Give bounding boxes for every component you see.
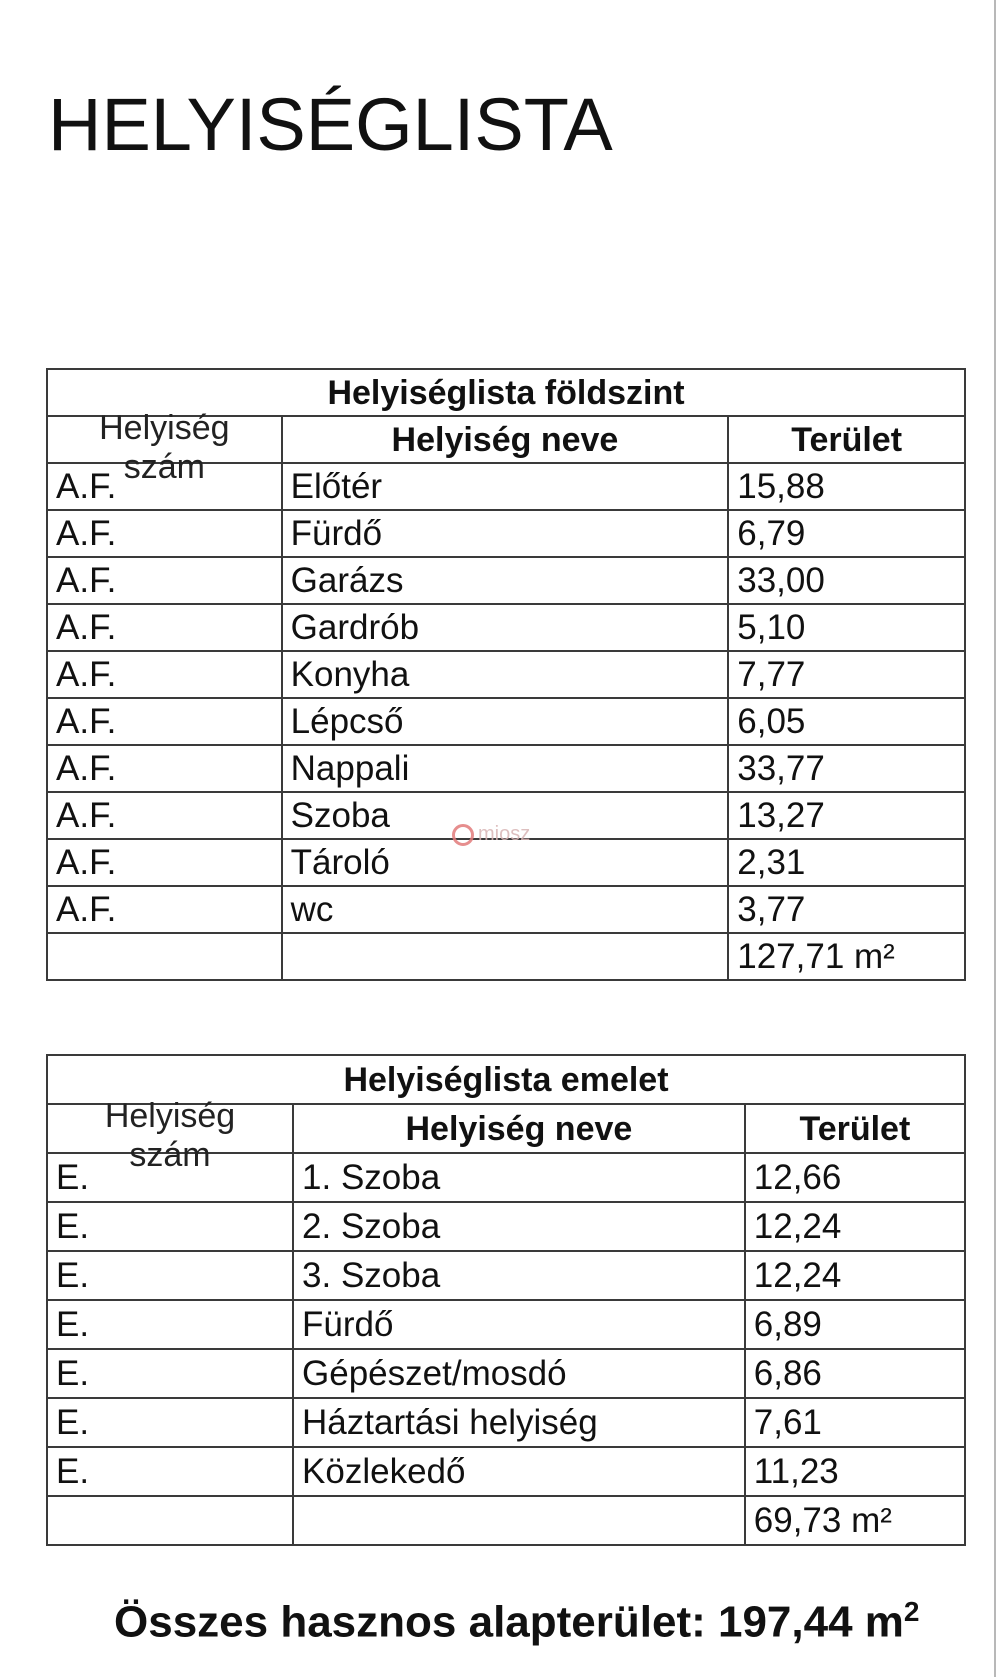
table-row xyxy=(47,745,965,792)
table-total-row xyxy=(47,933,965,980)
room-name: Szoba xyxy=(282,792,729,839)
room-area: 2,31 xyxy=(728,839,965,886)
table-title: Helyiséglista földszint xyxy=(47,369,965,416)
room-code: A.F. xyxy=(47,557,282,604)
room-name: Fürdő xyxy=(293,1300,745,1349)
table-row xyxy=(47,1202,965,1251)
room-area: 11,23 xyxy=(745,1447,965,1496)
room-area: 7,61 xyxy=(745,1398,965,1447)
room-area: 6,86 xyxy=(745,1349,965,1398)
table-row xyxy=(47,1251,965,1300)
table-row xyxy=(47,1398,965,1447)
watermark-text: miosz xyxy=(478,823,531,845)
room-area: 7,77 xyxy=(728,651,965,698)
room-code: A.F. xyxy=(47,651,282,698)
table-header-row xyxy=(47,1104,965,1153)
room-name: Fürdő xyxy=(282,510,729,557)
watermark-logo-icon xyxy=(452,824,474,846)
page-edge-divider xyxy=(994,0,996,1677)
room-name: Konyha xyxy=(282,651,729,698)
upper-floor-total: 69,73 m² xyxy=(745,1496,965,1545)
table-row xyxy=(47,698,965,745)
room-name: Nappali xyxy=(282,745,729,792)
room-area: 12,24 xyxy=(745,1251,965,1300)
table-row xyxy=(47,557,965,604)
room-code: E. xyxy=(47,1202,293,1251)
room-code: E. xyxy=(47,1447,293,1496)
room-name: Lépcső xyxy=(282,698,729,745)
room-name: 3. Szoba xyxy=(293,1251,745,1300)
room-code: A.F. xyxy=(47,839,282,886)
room-code: A.F. xyxy=(47,604,282,651)
table-row xyxy=(47,651,965,698)
room-code: A.F. xyxy=(47,463,282,510)
room-area: 6,89 xyxy=(745,1300,965,1349)
grand-total xyxy=(114,1596,920,1648)
table-total-row xyxy=(47,1496,965,1545)
room-name: Gépészet/mosdó xyxy=(293,1349,745,1398)
upper-floor-table xyxy=(46,1054,966,1546)
room-area: 12,24 xyxy=(745,1202,965,1251)
table-row xyxy=(47,510,965,557)
grand-total-superscript: 2 xyxy=(903,1596,920,1627)
room-name: 2. Szoba xyxy=(293,1202,745,1251)
column-header-area: Terület xyxy=(745,1104,965,1153)
room-name: Háztartási helyiség xyxy=(293,1398,745,1447)
room-area: 13,27 xyxy=(728,792,965,839)
table-row xyxy=(47,604,965,651)
room-area: 12,66 xyxy=(745,1153,965,1202)
room-name: 1. Szoba xyxy=(293,1153,745,1202)
column-header-number: Helyiség szám xyxy=(47,416,282,463)
room-area: 3,77 xyxy=(728,886,965,933)
column-header-name: Helyiség neve xyxy=(282,416,729,463)
room-code: E. xyxy=(47,1300,293,1349)
room-area: 5,10 xyxy=(728,604,965,651)
room-code: A.F. xyxy=(47,510,282,557)
room-area: 33,77 xyxy=(728,745,965,792)
room-name: Garázs xyxy=(282,557,729,604)
room-code: A.F. xyxy=(47,698,282,745)
table-row xyxy=(47,886,965,933)
page-title: HELYISÉGLISTA xyxy=(48,83,613,166)
table-row xyxy=(47,1447,965,1496)
room-area: 6,05 xyxy=(728,698,965,745)
table-header-row xyxy=(47,416,965,463)
room-name: wc xyxy=(282,886,729,933)
room-name: Gardrób xyxy=(282,604,729,651)
room-area: 6,79 xyxy=(728,510,965,557)
watermark xyxy=(452,823,530,846)
room-code: A.F. xyxy=(47,745,282,792)
room-code: E. xyxy=(47,1349,293,1398)
table-row xyxy=(47,1349,965,1398)
ground-floor-table xyxy=(46,368,966,981)
table-row xyxy=(47,1300,965,1349)
column-header-number: Helyiség szám xyxy=(47,1104,293,1153)
table-title: Helyiséglista emelet xyxy=(47,1055,965,1104)
grand-total-text: Összes hasznos alapterület: 197,44 m xyxy=(114,1597,904,1647)
ground-floor-total: 127,71 m² xyxy=(728,933,965,980)
room-name: Előtér xyxy=(282,463,729,510)
room-code: A.F. xyxy=(47,886,282,933)
column-header-area: Terület xyxy=(728,416,965,463)
room-code: E. xyxy=(47,1398,293,1447)
room-area: 33,00 xyxy=(728,557,965,604)
column-header-name: Helyiség neve xyxy=(293,1104,745,1153)
room-area: 15,88 xyxy=(728,463,965,510)
room-code: A.F. xyxy=(47,792,282,839)
table-row xyxy=(47,839,965,886)
room-code: E. xyxy=(47,1251,293,1300)
room-name: Tároló xyxy=(282,839,729,886)
room-code: E. xyxy=(47,1153,293,1202)
room-name: Közlekedő xyxy=(293,1447,745,1496)
